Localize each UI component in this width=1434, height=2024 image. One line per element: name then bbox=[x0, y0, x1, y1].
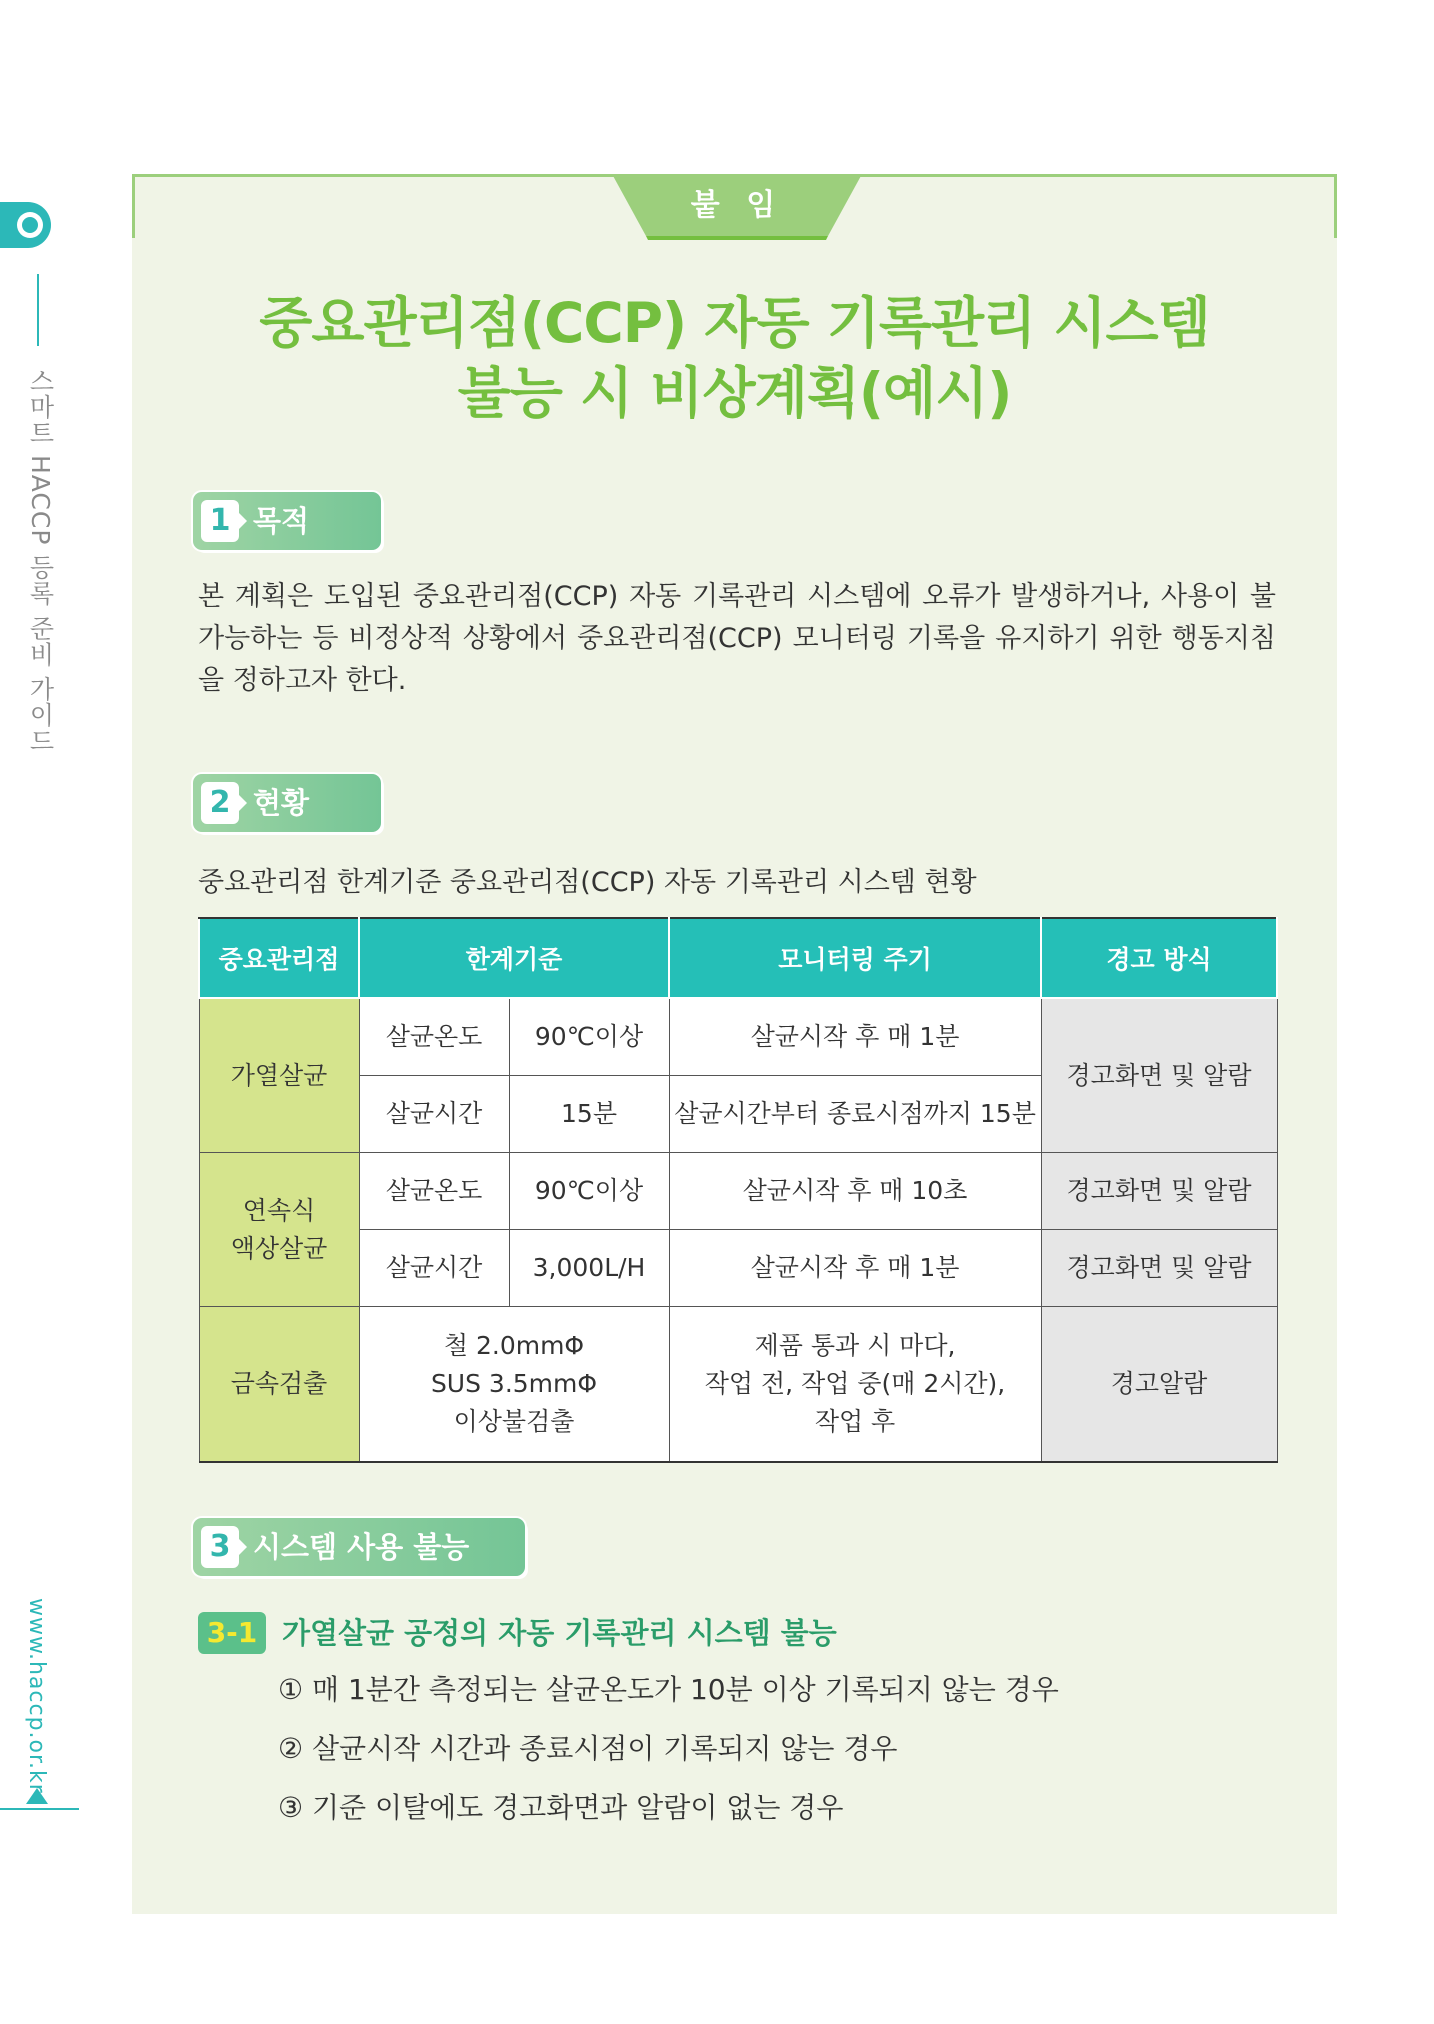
panel-frame-left bbox=[132, 174, 135, 238]
list-item: ③ 기준 이탈에도 경고화면과 알람이 없는 경우 bbox=[278, 1791, 844, 1824]
location-pin-icon bbox=[0, 192, 62, 262]
monitoring-line: 작업 전, 작업 중(매 2시간), bbox=[704, 1369, 1006, 1398]
list-item: ② 살균시작 시간과 종료시점이 기록되지 않는 경우 bbox=[278, 1732, 898, 1765]
section-header-purpose bbox=[193, 492, 381, 550]
section-label: 시스템 사용 불능 bbox=[253, 1530, 470, 1564]
section-label: 목적 bbox=[253, 504, 310, 538]
page-marker-icon bbox=[26, 1788, 48, 1804]
ccp-status-table bbox=[198, 917, 1278, 1463]
ccp-category bbox=[199, 1153, 359, 1307]
table-row bbox=[199, 1153, 1277, 1230]
limit-item: 살균온도 bbox=[359, 1153, 509, 1230]
section-header-status bbox=[193, 774, 381, 832]
chevron-right-icon bbox=[239, 1539, 247, 1555]
header-monitoring: 모니터링 주기 bbox=[669, 918, 1041, 998]
ccp-category: 가열살균 bbox=[199, 998, 359, 1153]
table-header-row bbox=[199, 918, 1277, 998]
section-number: 1 bbox=[201, 500, 239, 542]
ccp-category-line: 연속식 bbox=[242, 1195, 316, 1225]
limit-value: 3,000L/H bbox=[509, 1230, 669, 1307]
monitoring-cycle: 살균시간부터 종료시점까지 15분 bbox=[669, 1076, 1041, 1153]
monitoring-line: 작업 후 bbox=[814, 1407, 896, 1436]
table-row bbox=[199, 1230, 1277, 1307]
warning-method: 경고화면 및 알람 bbox=[1041, 1230, 1277, 1307]
limit-value: 90℃이상 bbox=[509, 998, 669, 1076]
page-title bbox=[132, 288, 1337, 428]
limit-line: 철 2.0mmΦ bbox=[443, 1331, 585, 1360]
warning-method: 경고화면 및 알람 bbox=[1041, 998, 1277, 1153]
page-title-line-2: 불능 시 비상계획(예시) bbox=[457, 361, 1012, 425]
limit-value: 90℃이상 bbox=[509, 1153, 669, 1230]
limit-item: 살균시간 bbox=[359, 1230, 509, 1307]
ccp-category-line: 액상살균 bbox=[230, 1233, 328, 1263]
monitoring-cycle: 살균시작 후 매 10초 bbox=[669, 1153, 1041, 1230]
limit-item: 살균시간 bbox=[359, 1076, 509, 1153]
header-limit: 한계기준 bbox=[359, 918, 669, 998]
section-header-system-failure bbox=[193, 1518, 525, 1576]
chevron-right-icon bbox=[239, 795, 247, 811]
table-row bbox=[199, 1307, 1277, 1463]
limit-line: 이상불검출 bbox=[453, 1407, 575, 1436]
limit-criteria bbox=[359, 1307, 669, 1463]
subsection-label: 가열살균 공정의 자동 기록관리 시스템 불능 bbox=[282, 1616, 837, 1650]
monitoring-line: 제품 통과 시 마다, bbox=[754, 1331, 956, 1360]
monitoring-cycle bbox=[669, 1307, 1041, 1463]
monitoring-cycle: 살균시작 후 매 1분 bbox=[669, 1230, 1041, 1307]
appendix-tab-label: 붙 임 bbox=[690, 188, 784, 223]
side-bottom-rule bbox=[0, 1808, 79, 1810]
warning-method: 경고알람 bbox=[1041, 1307, 1277, 1463]
warning-method: 경고화면 및 알람 bbox=[1041, 1153, 1277, 1230]
limit-line: SUS 3.5mmΦ bbox=[430, 1369, 598, 1398]
subsection-badge: 3-1 bbox=[198, 1612, 266, 1654]
list-item: ① 매 1분간 측정되는 살균온도가 10분 이상 기록되지 않는 경우 bbox=[278, 1673, 1059, 1706]
side-url[interactable]: www.haccp.or.kr bbox=[24, 1598, 49, 1794]
monitoring-cycle: 살균시작 후 매 1분 bbox=[669, 998, 1041, 1076]
purpose-paragraph: 본 계획은 도입된 중요관리점(CCP) 자동 기록관리 시스템에 오류가 발생하거나, 사용이 불가능하는 등 비정상적 상황에서 중요관리점(CCP) 모니터링 기록을 유지하기 위한 행동지침을 정하고자 한다. bbox=[198, 581, 1276, 696]
panel-frame-right bbox=[1334, 174, 1337, 238]
ccp-category: 금속검출 bbox=[199, 1307, 359, 1463]
page-title-line-1: 중요관리점(CCP) 자동 기록관리 시스템 bbox=[259, 291, 1210, 355]
section-number: 2 bbox=[201, 782, 239, 824]
table-row bbox=[199, 998, 1277, 1076]
limit-value: 15분 bbox=[509, 1076, 669, 1153]
status-caption: 중요관리점 한계기준 중요관리점(CCP) 자동 기록관리 시스템 현황 bbox=[198, 867, 977, 898]
limit-item: 살균온도 bbox=[359, 998, 509, 1076]
chevron-right-icon bbox=[239, 513, 247, 529]
header-ccp: 중요관리점 bbox=[199, 918, 359, 998]
header-warning: 경고 방식 bbox=[1041, 918, 1277, 998]
side-divider bbox=[37, 274, 39, 346]
side-guide-title: 스마트 HACCP 등록 준비 가이드 bbox=[26, 368, 55, 755]
section-label: 현황 bbox=[253, 786, 310, 820]
section-number: 3 bbox=[201, 1526, 239, 1568]
